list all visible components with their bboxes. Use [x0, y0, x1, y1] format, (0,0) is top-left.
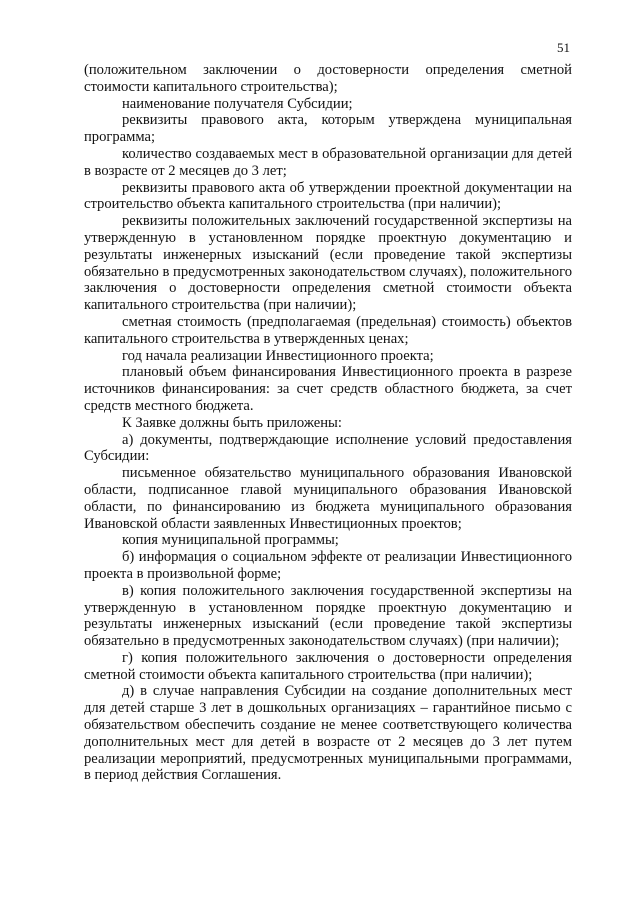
paragraph: б) информация о социальном эффекте от реализации Инвестиционного проекта в произвольной форме; [84, 549, 572, 582]
document-body [84, 62, 572, 784]
paragraph: количество создаваемых мест в образовательной организации для детей в возрасте от 2 месяцев до 3 лет; [84, 145, 572, 179]
paragraph: а) документы, подтверждающие исполнение условий предоставления Субсидии: [84, 431, 572, 465]
paragraph: реквизиты положительных заключений государственной экспертизы на утвержденную в установленном порядке проектную документацию и результаты инженерных изысканий (если проведение такой экспертизы обязательно в предусмотренных законодательством случаях), положительного заключения о достоверности определения сметной стоимости объекта капитального строительства (при наличии); [84, 213, 572, 314]
paragraph: копия муниципальной программы; [122, 532, 339, 549]
paragraph: реквизиты правового акта об утверждении проектной документации на строительство объекта капитального строительства (при наличии); [84, 179, 572, 213]
page-number: 51 [557, 40, 570, 55]
paragraph: К Заявке должны быть приложены: [122, 414, 342, 431]
paragraph: реквизиты правового акта, которым утверждена муниципальная программа; [84, 112, 572, 146]
paragraph: г) копия положительного заключения о достоверности определения сметной стоимости объекта капитального строительства (при наличии); [84, 649, 572, 683]
paragraph: (положительном заключении о достоверности определения сметной стоимости капитального строительства); [84, 62, 572, 95]
paragraph: письменное обязательство муниципального образования Ивановской области, подписанное главой муниципального образования Ивановской области, по финансированию из бюджета муниципального образования Ивановской области заявленных Инвестиционных проектов; [84, 465, 572, 532]
paragraph: наименование получателя Субсидии; [122, 95, 353, 112]
paragraph: д) в случае направления Субсидии на создание дополнительных мест для детей старше 3 лет в дошкольных организациях – гарантийное письмо с обязательством обеспечить создание не менее соответствующего количества дополнительных мест для детей в возрасте от 2 месяцев до 3 лет путем реализации мероприятий, предусмотренных муниципальными программами, в период действия Соглашения. [84, 683, 572, 784]
paragraph: в) копия положительного заключения государственной экспертизы на утвержденную в установленном порядке проектную документацию и результаты инженерных изысканий (если проведение такой экспертизы обязательно в предусмотренных законодательством случаях) (при наличии); [84, 582, 572, 650]
paragraph: год начала реализации Инвестиционного проекта; [122, 347, 434, 364]
paragraph: сметная стоимость (предполагаемая (предельная) стоимость) объектов капитального строительства в утвержденных ценах; [84, 313, 572, 347]
paragraph: плановый объем финансирования Инвестиционного проекта в разрезе источников финансирования: за счет средств областного бюджета, за счет средств местного бюджета. [84, 364, 572, 414]
